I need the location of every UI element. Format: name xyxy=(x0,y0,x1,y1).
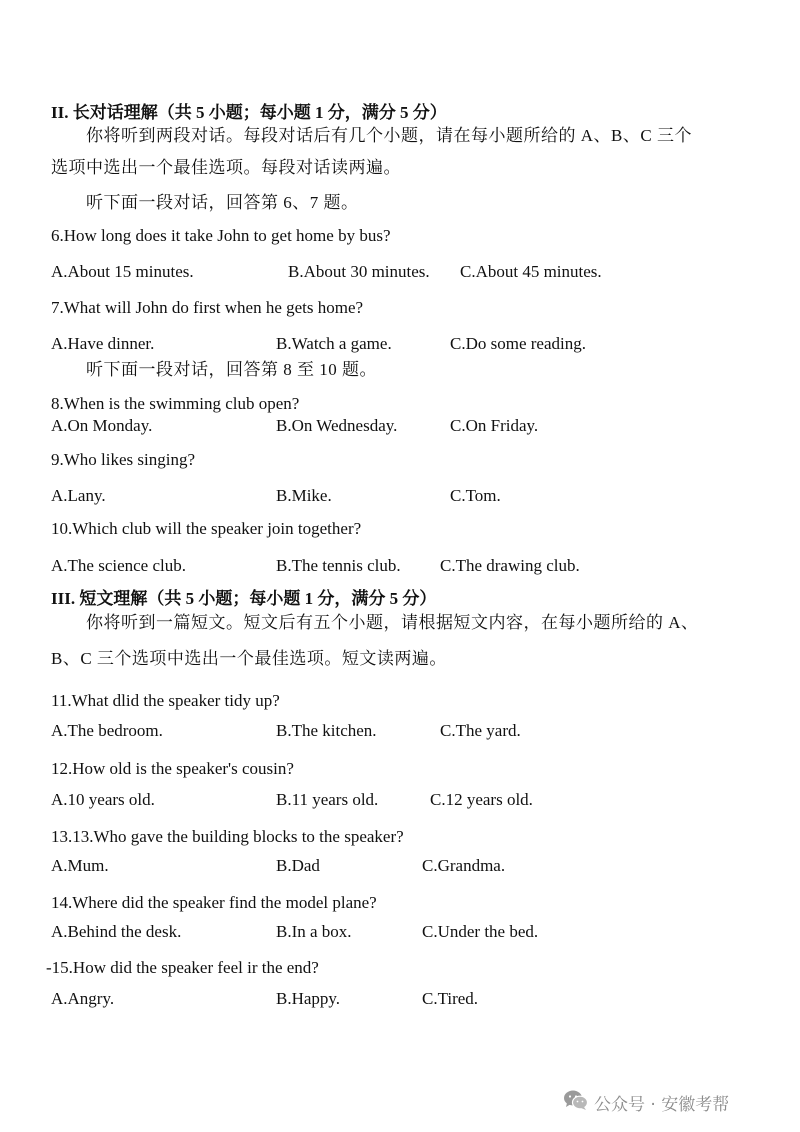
question-6: 6.How long does it take John to get home by bus? xyxy=(51,226,391,245)
question-15-option-a: A.Angry. xyxy=(51,989,115,1008)
question-9: 9.Who likes singing? xyxy=(51,450,196,469)
section-3-instruction-line1: 你将听到一篇短文。短文后有五个小题，请根据短文内容，在每小题所给的 A、 xyxy=(86,613,699,632)
question-7-option-a: A.Have dinner. xyxy=(51,334,155,353)
question-14: 14.Where did the speaker find the model plane? xyxy=(51,893,377,912)
question-10-option-b: B.The tennis club. xyxy=(276,556,401,575)
question-12: 12.How old is the speaker's cousin? xyxy=(51,759,294,778)
question-9-option-b: B.Mike. xyxy=(276,486,332,505)
question-8-option-b: B.On Wednesday. xyxy=(276,416,398,435)
watermark-text: 公众号 · 安徽考帮 xyxy=(594,1095,730,1115)
question-6-option-a: A.About 15 minutes. xyxy=(51,262,194,281)
section-2-instruction-line2: 选项中选出一个最佳选项。每段对话读两遍。 xyxy=(51,158,401,177)
question-13-option-a: A.Mum. xyxy=(51,856,109,875)
question-13-option-c: C.Grandma. xyxy=(422,856,506,875)
dialogue-1-prompt: 听下面一段对话，回答第 6、7 题。 xyxy=(86,193,359,212)
question-13-option-b: B.Dad xyxy=(276,856,320,875)
question-11-option-a: A.The bedroom. xyxy=(51,721,163,740)
question-12-option-b: B.11 years old. xyxy=(276,790,379,809)
question-12-option-c: C.12 years old. xyxy=(430,790,533,809)
question-15-option-c: C.Tired. xyxy=(422,989,479,1008)
wechat-icon xyxy=(563,1088,589,1112)
question-9-option-a: A.Lany. xyxy=(51,486,106,505)
question-6-option-b: B.About 30 minutes. xyxy=(288,262,430,281)
dialogue-2-prompt: 听下面一段对话，回答第 8 至 10 题。 xyxy=(86,360,377,379)
question-7-option-c: C.Do some reading. xyxy=(450,334,586,353)
section-3-instruction-line2: B、C 三个选项中选出一个最佳选项。短文读两遍。 xyxy=(51,649,447,668)
question-14-option-c: C.Under the bed. xyxy=(422,922,539,941)
question-8: 8.When is the swimming club open? xyxy=(51,394,300,413)
section-2-instruction-line1: 你将听到两段对话。每段对话后有几个小题，请在每小题所给的 A、B、C 三个 xyxy=(86,126,692,145)
question-11-option-c: C.The yard. xyxy=(440,721,521,740)
question-12-option-a: A.10 years old. xyxy=(51,790,155,809)
question-10: 10.Which club will the speaker join together? xyxy=(51,519,362,538)
question-15: -15.How did the speaker feel ir the end? xyxy=(46,958,319,977)
question-6-option-c: C.About 45 minutes. xyxy=(460,262,602,281)
question-14-option-b: B.In a box. xyxy=(276,922,352,941)
question-11: 11.What dlid the speaker tidy up? xyxy=(51,691,280,710)
section-3-title: III. 短文理解（共 5 小题；每小题 1 分，满分 5 分） xyxy=(51,589,437,608)
question-10-option-c: C.The drawing club. xyxy=(440,556,580,575)
question-7-option-b: B.Watch a game. xyxy=(276,334,392,353)
question-8-option-a: A.On Monday. xyxy=(51,416,153,435)
question-11-option-b: B.The kitchen. xyxy=(276,721,377,740)
question-10-option-a: A.The science club. xyxy=(51,556,186,575)
question-14-option-a: A.Behind the desk. xyxy=(51,922,182,941)
question-9-option-c: C.Tom. xyxy=(450,486,501,505)
question-7: 7.What will John do first when he gets home? xyxy=(51,298,364,317)
question-15-option-b: B.Happy. xyxy=(276,989,341,1008)
question-13: 13.13.Who gave the building blocks to the speaker? xyxy=(51,827,404,846)
section-2-title: II. 长对话理解（共 5 小题；每小题 1 分，满分 5 分） xyxy=(51,103,447,122)
question-8-option-c: C.On Friday. xyxy=(450,416,539,435)
